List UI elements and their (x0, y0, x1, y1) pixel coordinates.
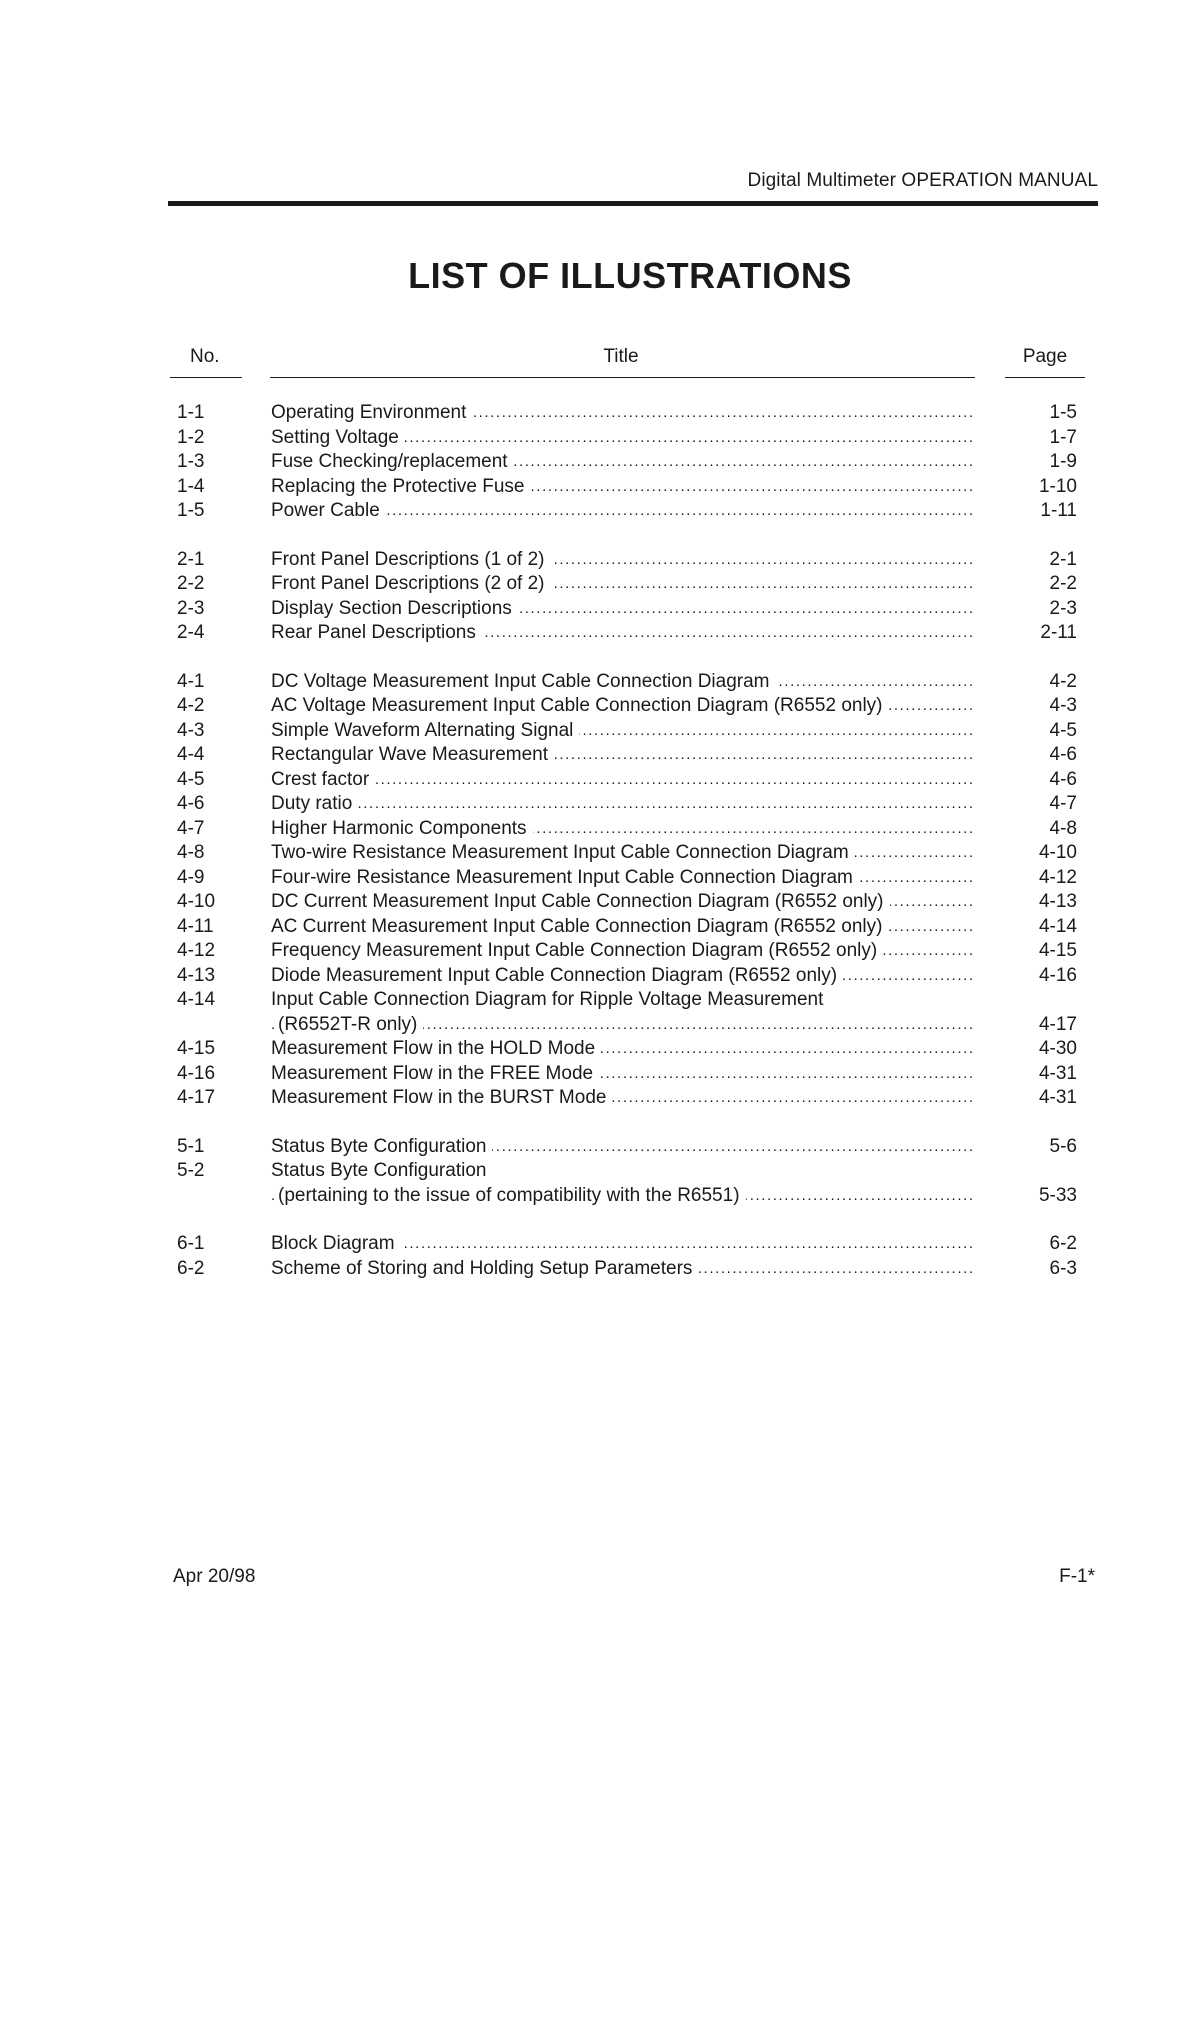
entry-page: 4-14 (1038, 915, 1077, 937)
entry-number: 4-6 (177, 793, 205, 814)
entry-number: 1-4 (177, 475, 205, 497)
entry-page: 1-11 (1040, 500, 1077, 521)
entry-number: 4-4 (177, 744, 205, 765)
entry-number: 4-11 (177, 915, 214, 937)
entry-page: 4-6 (1049, 744, 1077, 765)
entry-title: DC Current Measurement Input Cable Connection Diagram (R6552 only) ..... (271, 890, 975, 915)
entry-title: Four-wire Resistance Measurement Input Cable Connection Diagram ..... (271, 866, 975, 891)
illustration-list (0, 401, 1190, 1281)
list-item (0, 988, 1190, 1013)
entry-page: 1-10 (1038, 475, 1077, 497)
entry-number: 6-1 (177, 1233, 205, 1254)
entry-title: Front Panel Descriptions (2 of 2) ..... (271, 572, 975, 597)
list-item (0, 866, 1190, 891)
entry-title: Measurement Flow in the BURST Mode ..... (271, 1086, 975, 1111)
column-rule-title (270, 377, 975, 378)
column-rule-no (170, 377, 242, 378)
entry-page: 5-6 (1049, 1135, 1077, 1157)
entry-title: Diode Measurement Input Cable Connection Diagram (R6552 only) ..... (271, 964, 975, 989)
entry-page: 2-2 (1049, 573, 1077, 594)
list-item (0, 1232, 1190, 1257)
entry-page: 4-13 (1038, 891, 1077, 912)
list-item (0, 499, 1190, 524)
entry-title: Display Section Descriptions ..... (271, 597, 975, 622)
entry-title: Measurement Flow in the HOLD Mode ..... (271, 1037, 975, 1062)
list-item (0, 841, 1190, 866)
entry-title: AC Current Measurement Input Cable Connection Diagram (R6552 only) ..... (271, 915, 975, 940)
entry-number: 4-9 (177, 866, 205, 888)
entry-title: Fuse Checking/replacement ..... (271, 450, 975, 475)
entry-page: 4-6 (1049, 768, 1077, 790)
entry-page: 2-11 (1040, 622, 1077, 643)
entry-title: Power Cable ..... (271, 499, 975, 524)
entry-number: 4-12 (177, 940, 216, 961)
entry-title: Front Panel Descriptions (1 of 2) ..... (271, 548, 975, 573)
entry-page: 4-3 (1049, 695, 1077, 716)
page-title: LIST OF ILLUSTRATIONS (408, 255, 852, 296)
entry-page: 4-8 (1049, 817, 1077, 839)
entry-title: Scheme of Storing and Holding Setup Parameters ..... (271, 1257, 975, 1282)
entry-number: 4-10 (177, 891, 216, 912)
entry-title: Rectangular Wave Measurement ..... (271, 743, 975, 768)
entry-title: (R6552T-R only) ..... (271, 1013, 975, 1038)
entry-number: 4-1 (177, 670, 205, 692)
entry-number: 2-1 (177, 548, 205, 570)
column-header-no: No. (190, 346, 220, 367)
list-item (0, 1159, 1190, 1184)
entry-page: 4-31 (1038, 1062, 1077, 1084)
entry-title: Status Byte Configuration (271, 1159, 975, 1184)
entry-page: 2-3 (1049, 597, 1077, 619)
list-item (0, 1062, 1190, 1087)
list-item (0, 1013, 1190, 1038)
footer-page-number: F-1* (1059, 1566, 1095, 1587)
entry-number: 1-2 (177, 426, 205, 448)
entry-title: Two-wire Resistance Measurement Input Cable Connection Diagram ..... (271, 841, 975, 866)
list-item (0, 597, 1190, 622)
list-item (0, 401, 1190, 426)
entry-number: 4-7 (177, 817, 205, 839)
entry-number: 2-4 (177, 622, 205, 643)
header-rule (168, 201, 1098, 206)
entry-number: 6-2 (177, 1257, 205, 1279)
entry-number: 4-5 (177, 768, 205, 790)
entry-number: 1-3 (177, 451, 205, 472)
entry-number: 4-3 (177, 719, 205, 741)
list-item (0, 548, 1190, 573)
entry-title: Operating Environment ..... (271, 401, 975, 426)
entry-page: 6-2 (1049, 1233, 1077, 1254)
list-item (0, 817, 1190, 842)
entry-page: 6-3 (1049, 1257, 1077, 1279)
list-item (0, 572, 1190, 597)
list-item (0, 1086, 1190, 1111)
entry-title: Frequency Measurement Input Cable Connection Diagram (R6552 only) ..... (271, 939, 975, 964)
entry-page: 4-31 (1038, 1087, 1077, 1108)
entry-number: 4-15 (177, 1038, 216, 1059)
entry-number: 4-17 (177, 1087, 216, 1108)
entry-page: 1-7 (1049, 426, 1077, 448)
list-item (0, 743, 1190, 768)
list-item (0, 475, 1190, 500)
list-item (0, 1257, 1190, 1282)
list-item (0, 939, 1190, 964)
list-item (0, 719, 1190, 744)
entry-number: 4-8 (177, 842, 205, 863)
entry-title: Higher Harmonic Components ..... (271, 817, 975, 842)
entry-number: 4-2 (177, 695, 205, 716)
entry-number: 2-3 (177, 597, 205, 619)
column-rule-page (1005, 377, 1085, 378)
list-item (0, 450, 1190, 475)
entry-title: Measurement Flow in the FREE Mode ..... (271, 1062, 975, 1087)
list-item (0, 890, 1190, 915)
entry-page: 4-30 (1038, 1038, 1077, 1059)
column-header-page: Page (1022, 346, 1068, 367)
entry-page: 4-5 (1049, 719, 1077, 741)
entry-number: 4-14 (177, 989, 216, 1010)
entry-page: 4-10 (1038, 842, 1077, 863)
list-item (0, 426, 1190, 451)
entry-page: 4-12 (1038, 866, 1077, 888)
list-item (0, 964, 1190, 989)
column-header-title: Title (603, 346, 639, 367)
list-item (0, 1037, 1190, 1062)
entry-number: 4-16 (177, 1062, 216, 1084)
entry-title: Block Diagram ..... (271, 1232, 975, 1257)
entry-title: Input Cable Connection Diagram for Ripple Voltage Measurement (271, 988, 975, 1013)
entry-page: 1-5 (1049, 402, 1077, 423)
list-item (0, 670, 1190, 695)
list-item (0, 1184, 1190, 1209)
entry-title: Duty ratio ..... (271, 792, 975, 817)
entry-number: 5-1 (177, 1135, 205, 1157)
list-item (0, 1135, 1190, 1160)
entry-title: Status Byte Configuration ..... (271, 1135, 975, 1160)
list-item (0, 621, 1190, 646)
list-item (0, 915, 1190, 940)
entry-title: Rear Panel Descriptions ..... (271, 621, 975, 646)
entry-title: DC Voltage Measurement Input Cable Connection Diagram ..... (271, 670, 975, 695)
entry-page: 2-1 (1049, 548, 1077, 570)
footer-date: Apr 20/98 (173, 1566, 256, 1587)
entry-page: 5-33 (1038, 1184, 1077, 1206)
entry-page: 4-17 (1038, 1013, 1077, 1035)
list-item (0, 768, 1190, 793)
entry-title: Crest factor ..... (271, 768, 975, 793)
entry-page: 4-16 (1038, 964, 1077, 986)
entry-title: Replacing the Protective Fuse ..... (271, 475, 975, 500)
manual-title: Digital Multimeter OPERATION MANUAL (747, 170, 1098, 191)
entry-number: 2-2 (177, 573, 205, 594)
list-item (0, 694, 1190, 719)
entry-page: 4-2 (1049, 670, 1077, 692)
entry-number: 1-1 (177, 402, 205, 423)
entry-page: 4-15 (1038, 940, 1077, 961)
entry-number: 5-2 (177, 1160, 205, 1181)
entry-title: Simple Waveform Alternating Signal ..... (271, 719, 975, 744)
entry-title: Setting Voltage ..... (271, 426, 975, 451)
entry-page: 1-9 (1049, 451, 1077, 472)
entry-title: AC Voltage Measurement Input Cable Connection Diagram (R6552 only) ..... (271, 694, 975, 719)
entry-number: 1-5 (177, 500, 205, 521)
entry-page: 4-7 (1049, 793, 1077, 814)
entry-number: 4-13 (177, 964, 216, 986)
entry-title: (pertaining to the issue of compatibility with the R6551) ..... (271, 1184, 975, 1209)
list-item (0, 792, 1190, 817)
